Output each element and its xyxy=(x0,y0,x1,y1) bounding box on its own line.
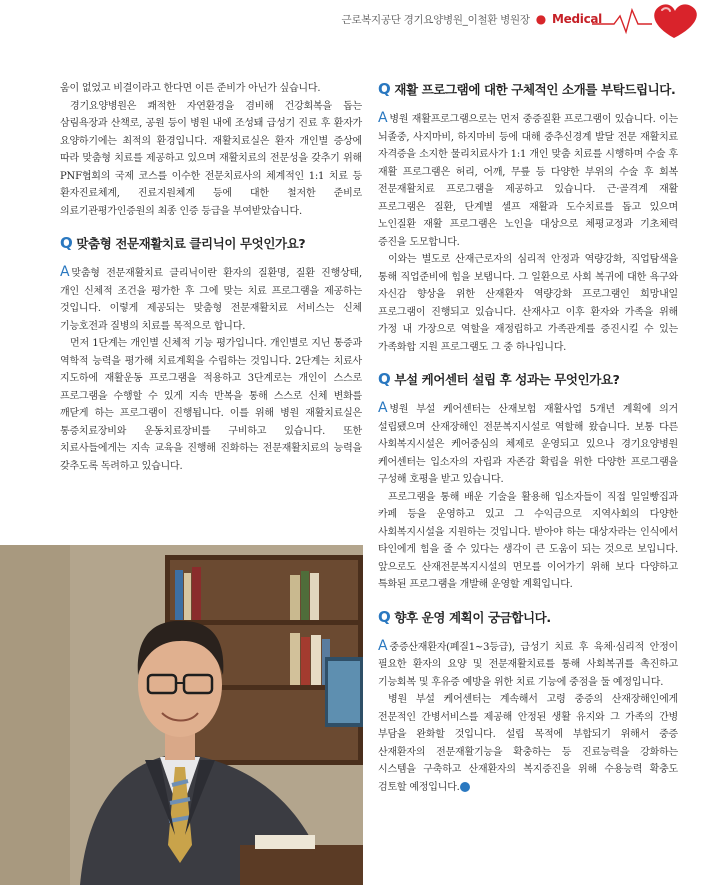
question-2-text: 재활 프로그램에 대한 구체적인 소개를 부탁드립니다. xyxy=(394,82,676,97)
q-marker-icon: Q xyxy=(60,234,73,252)
question-1 xyxy=(60,234,362,252)
answer-4-para-1 xyxy=(378,638,678,692)
question-1-text: 맞춤형 전문재활치료 클리닉이 무엇인가요? xyxy=(76,236,306,251)
right-column xyxy=(378,80,678,796)
left-para-1: 움이 없었고 비결이라고 한다면 이른 준비가 아닌가 싶습니다. xyxy=(60,83,321,94)
answer-4-text-1: 중증산재환자(폐질1~3등급), 급성기 치료 후 육체·심리적 안정이 필요한 환자의 요양 및 전문재활치료를 통해 사회복귀를 촉진하고 기능회복 및 후유증 예방을 위한 치료 기능에 중점을 둘 예정입니다. xyxy=(378,641,678,688)
page-header xyxy=(0,0,702,40)
heart-pulse-icon xyxy=(592,0,702,42)
question-2 xyxy=(378,80,678,98)
header-section: 근로복지공단 경기요양병원_이철환 병원장 xyxy=(341,14,530,26)
left-column xyxy=(60,80,362,475)
question-4-text: 향후 운영 계획이 궁금합니다. xyxy=(394,609,551,625)
left-para-2: 경기요양병원은 쾌적한 자연환경을 겸비해 건강회복을 돕는 삼림욕장과 산책로, 공원 등이 병원 내에 조성돼 급성기 진료 후 환자가 요양하기에는 최적의 환경입니다. 재활치료실은 환자 개인별 증상에 따라 맞춤형 치료를 제공하고 있으며 재활치료의 전문성을 갖추기 위해 PNF협회의 국제 코스를 이수한 전문치료사의 체계적인 1:1 치료 등 환자진료체계, 진료지원체계 등에 대한 철저한 준비로 의료기관평가인증원의 최종 인증 등급을 부여받았습니다. xyxy=(60,100,362,217)
header-bullet: ● xyxy=(535,12,546,26)
answer-3-para-2: 프로그램을 통해 배운 기술을 활용해 입소자들이 직접 일일빵집과 카페 등을 운영하고 있고 그 수익금으로 지역사회의 다양한 사회복지시설을 지원하는 것입니다. 받아야 하는 대상자라는 인식에서 타인에게 힘을 줄 수 있다는 생각이 큰 도움이 되는 것으로 보입니다. 앞으로도 산재전문복지시설의 면모를 이어가기 위해 보다 다양하고 특화된 프로그램을 개발해 운영할 계획입니다. xyxy=(378,491,678,590)
q-marker-icon: Q xyxy=(378,80,391,98)
a-marker-icon: A xyxy=(378,637,388,654)
q-marker-icon: Q xyxy=(378,607,391,626)
answer-1-text-1: 맞춤형 전문재활치료 클리닉이란 환자의 질환명, 질환 진행상태, 개인 신체적 조건을 평가한 후 그에 맞는 치료 프로그램을 제공하는 것입니다. 이렇게 제공되는 맞춤형 전문재활치료 서비스는 신체 기능호전과 질병의 치료를 목적으로 합니다. xyxy=(60,268,362,332)
answer-1-para-1 xyxy=(60,264,362,335)
answer-1-para-2: 먼저 1단계는 개인별 신체적 기능 평가입니다. 개인별로 지닌 통증과 역학적 능력을 평가해 치료계획을 수립하는 것입니다. 2단계는 치료사 지도하에 재활운동 프로그램을 적용하고 3단계로는 개인이 스스로 프로그램을 수행할 수 있게 지속 반복을 통해 스스로 신체 변화를 깨닫게 하는 프로그램이 진행됩니다. 이를 위해 병원 재활치료실은 통증치료장비와 운동치료장비를 구비하고 있습니다. 또한 치료사들에게는 지속 교육을 진행해 진화하는 전문재활치료의 능력을 갖추도록 독려하고 있습니다. xyxy=(60,338,362,472)
a-marker-icon: A xyxy=(378,400,388,416)
answer-2-para-2: 이와는 별도로 산재근로자의 심리적 안정과 역량강화, 직업탐색을 통해 직업준비에 힘을 보탭니다. 그 일환으로 사회 복귀에 대한 욕구와 자신감 향상을 위한 산재환자 역량강화 프로그램인 희망내일 프로그램이 진행되고 있습니다. 산재사고 이후 환자와 가족을 위해 가정 내 가장으로 역할을 재정립하고 가족관계를 증진시킬 수 있는 가족화합 지원 프로그램도 그 중 하나입니다. xyxy=(378,254,678,353)
question-3 xyxy=(378,370,678,388)
question-3-text: 부설 케어센터 설립 후 성과는 무엇인가요? xyxy=(394,372,620,387)
answer-3-para-1 xyxy=(378,400,678,489)
answer-2-para-1 xyxy=(378,110,678,251)
end-mark-icon: E xyxy=(460,782,470,792)
q-marker-icon: Q xyxy=(378,370,391,388)
director-photo xyxy=(0,545,363,885)
portrait-illustration xyxy=(0,545,363,885)
question-4 xyxy=(378,608,678,626)
a-marker-icon: A xyxy=(60,264,70,280)
answer-4-para-2 xyxy=(378,691,678,796)
answer-4-text-2: 병원 부설 케어센터는 계속해서 고령 중증의 산재장해인에게 전문적인 간병서비스를 제공해 안정된 생활 유지와 그 가족의 간병 부담을 완화할 것입니다. 설립 목적에 부합되기 위해서 중증 산재환자의 전문재활기능을 확충하는 등 진료능력을 강화하는 시스템을 구축하고 산재환자의 복지증진을 위해 수용능력 확충도 검토할 예정입니다. xyxy=(378,694,678,793)
answer-3-text-1: 병원 부설 케어센터는 산재보험 재활사업 5개년 계획에 의거 설립됐으며 산재장해인 전문복지시설로 역할해 왔습니다. 보통 다른 사회복지시설은 케어중심의 체제로 운영되고 있으나 경기요양병원 케어센터는 입소자의 자립과 자존감 확립을 위한 다양한 프로그램을 구성해 호평을 받고 있습니다. xyxy=(378,404,678,485)
a-marker-icon: A xyxy=(378,110,388,126)
header-category: Medical xyxy=(551,12,602,26)
answer-2-text-1: 병원 재활프로그램으로는 먼저 중증질환 프로그램이 있습니다. 이는 뇌졸중, 사지마비, 하지마비 등에 대해 중추신경계 발달 전문 재활치료 자격증을 소지한 물리치료사가 1:1 개인 맞춤 치료를 시행하며 수술 후 재활 프로그램은 허리, 어깨, 무릎 등 다양한 부위의 수술 후 회복 전문재활치료 프로그램을 제공하고 있습니다. 근·골격계 재활 프로그램은 질환, 단계별 셀프 재활과 도수치료를 돕고 있으며 노인질환 재활 프로그램은 노인을 대상으로 체평교정과 기초체력 증진을 도모합니다. xyxy=(378,114,678,248)
header-text xyxy=(342,12,602,27)
